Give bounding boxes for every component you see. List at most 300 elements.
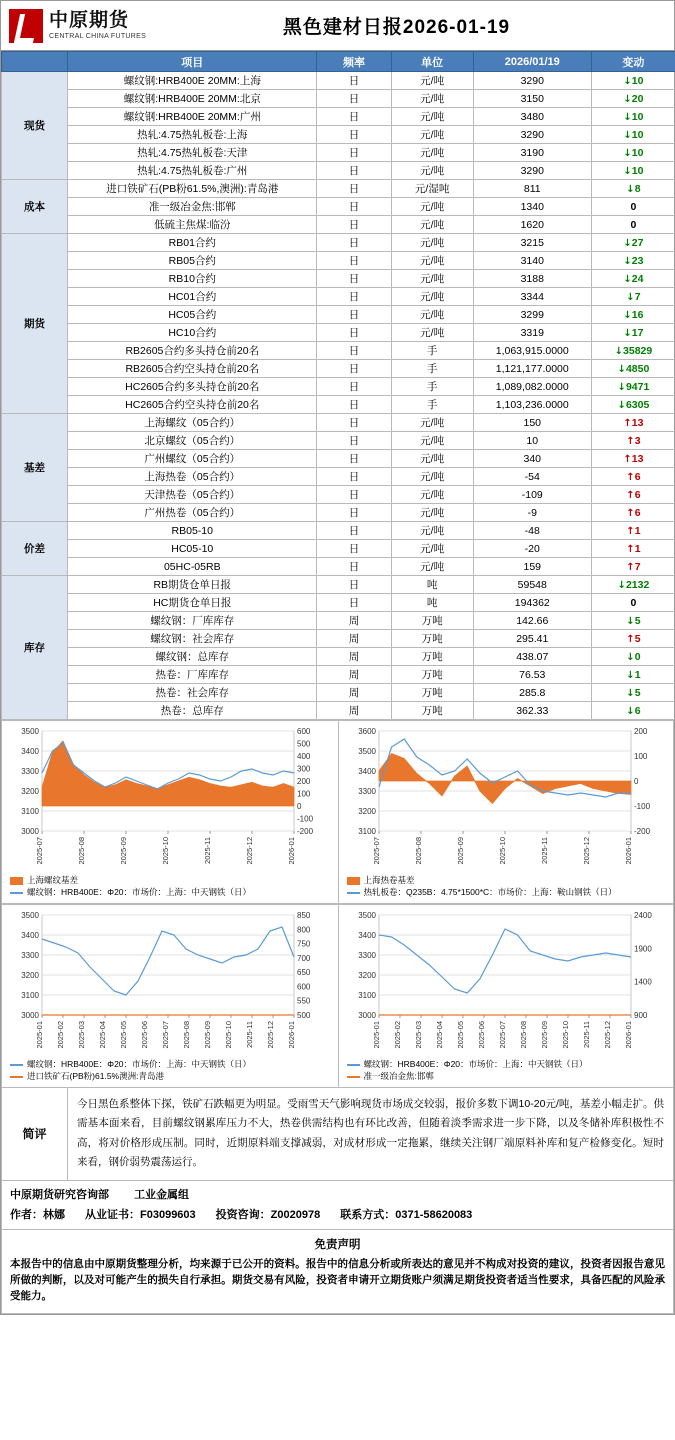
chart-legend-item	[10, 887, 336, 898]
row-change	[591, 576, 675, 594]
legend-swatch-icon	[10, 877, 23, 885]
change-value: 6305	[625, 398, 650, 411]
row-value: 295.41	[473, 630, 591, 648]
row-change	[591, 522, 675, 540]
svg-text:3400: 3400	[357, 767, 376, 776]
arrow-down-icon: ↓	[623, 255, 632, 267]
row-frequency: 周	[317, 630, 391, 648]
row-unit: 元/湿吨	[391, 180, 473, 198]
footer-certificate: 从业证书：F03099603	[85, 1208, 196, 1221]
svg-text:2025-07: 2025-07	[161, 1020, 170, 1049]
svg-text:2025-10: 2025-10	[224, 1020, 233, 1049]
row-frequency: 日	[317, 576, 391, 594]
row-category: 基差	[2, 414, 68, 522]
svg-text:3100: 3100	[357, 827, 376, 836]
table-row	[2, 180, 675, 198]
legend-swatch-icon	[10, 892, 23, 894]
row-item: 天津热卷（05合约）	[68, 486, 317, 504]
arrow-down-icon: ↓	[626, 705, 635, 717]
table-row	[2, 486, 675, 504]
row-unit: 元/吨	[391, 414, 473, 432]
legend-label: 螺纹钢：HRB400E：Φ20：市场价：上海：中天钢铁（日）	[363, 1058, 588, 1069]
row-change	[591, 702, 675, 720]
row-change	[591, 378, 675, 396]
table-row	[2, 288, 675, 306]
row-value: 59548	[473, 576, 591, 594]
svg-text:3400: 3400	[357, 930, 376, 940]
report-header	[1, 1, 674, 51]
chart-rebar-coke	[338, 904, 675, 1088]
comment-section	[1, 1088, 674, 1181]
legend-swatch-icon	[10, 1076, 23, 1078]
row-category: 现货	[2, 72, 68, 180]
change-value: 10	[631, 146, 644, 159]
row-value: 1,103,236.0000	[473, 396, 591, 414]
row-item: 热轧:4.75热轧板卷:天津	[68, 144, 317, 162]
table-row	[2, 450, 675, 468]
row-item: 上海热卷（05合约）	[68, 468, 317, 486]
svg-text:0: 0	[297, 802, 302, 811]
row-unit: 元/吨	[391, 468, 473, 486]
row-category: 期货	[2, 234, 68, 414]
arrow-up-icon: ↑	[626, 471, 635, 483]
change-value: 6	[634, 470, 641, 483]
comment-label: 简评	[2, 1088, 68, 1180]
row-unit: 吨	[391, 576, 473, 594]
svg-text:3300: 3300	[21, 767, 39, 776]
row-frequency: 周	[317, 684, 391, 702]
row-value: 1,089,082.0000	[473, 378, 591, 396]
footer-group: 工业金属组	[134, 1188, 190, 1201]
arrow-down-icon: ↓	[623, 309, 632, 321]
svg-text:2025-08: 2025-08	[413, 837, 423, 865]
change-value: 23	[631, 254, 644, 267]
charts-grid	[1, 720, 674, 1088]
change-value: 24	[631, 272, 644, 285]
change-value: 9471	[625, 380, 650, 393]
change-value: 8	[634, 182, 641, 195]
svg-text:1400: 1400	[633, 977, 652, 987]
footer-contact: 联系方式：0371-58620083	[340, 1208, 473, 1221]
svg-text:650: 650	[297, 968, 311, 978]
svg-text:2025-11: 2025-11	[245, 1020, 254, 1048]
arrow-down-icon: ↓	[617, 579, 626, 591]
svg-text:3200: 3200	[21, 787, 39, 796]
row-value: 10	[473, 432, 591, 450]
row-frequency: 周	[317, 648, 391, 666]
arrow-down-icon: ↓	[614, 345, 624, 357]
arrow-down-icon: ↓	[623, 75, 632, 87]
row-unit: 吨	[391, 594, 473, 612]
row-frequency: 日	[317, 162, 391, 180]
table-row	[2, 306, 675, 324]
footer-author: 作者：林娜	[10, 1208, 65, 1221]
svg-text:2025-01: 2025-01	[371, 1020, 381, 1049]
row-frequency: 日	[317, 468, 391, 486]
svg-text:3000: 3000	[21, 827, 39, 836]
row-change	[591, 630, 675, 648]
chart-hrc-basis	[338, 720, 675, 904]
row-unit: 元/吨	[391, 234, 473, 252]
row-frequency: 日	[317, 288, 391, 306]
row-unit: 元/吨	[391, 216, 473, 234]
svg-text:3300: 3300	[357, 787, 376, 796]
change-value: 7	[634, 560, 641, 573]
svg-text:1900: 1900	[633, 944, 652, 954]
change-value: 10	[631, 110, 644, 123]
row-unit: 万吨	[391, 630, 473, 648]
row-unit: 元/吨	[391, 270, 473, 288]
legend-swatch-icon	[10, 1064, 23, 1066]
svg-text:2025-05: 2025-05	[119, 1020, 128, 1049]
row-change	[591, 288, 675, 306]
table-row	[2, 126, 675, 144]
row-unit: 元/吨	[391, 522, 473, 540]
svg-text:700: 700	[297, 953, 311, 963]
chart-legend	[4, 1059, 336, 1083]
svg-text:3100: 3100	[21, 807, 39, 816]
row-unit: 手	[391, 396, 473, 414]
row-item: 北京螺纹（05合约）	[68, 432, 317, 450]
row-unit: 手	[391, 378, 473, 396]
row-frequency: 日	[317, 504, 391, 522]
row-value: 3290	[473, 126, 591, 144]
row-item: 热轧:4.75热轧板卷:上海	[68, 126, 317, 144]
table-row	[2, 612, 675, 630]
arrow-down-icon: ↓	[626, 651, 635, 663]
change-value: 1	[634, 542, 641, 555]
svg-text:600: 600	[297, 727, 311, 736]
row-frequency: 日	[317, 324, 391, 342]
change-value: 6	[634, 506, 641, 519]
row-value: 362.33	[473, 702, 591, 720]
row-change	[591, 612, 675, 630]
svg-text:100: 100	[633, 752, 647, 761]
row-item: HC2605合约空头持仓前20名	[68, 396, 317, 414]
change-value: 10	[631, 164, 644, 177]
change-value: 0	[634, 650, 641, 663]
table-row	[2, 558, 675, 576]
row-unit: 元/吨	[391, 198, 473, 216]
row-frequency: 日	[317, 594, 391, 612]
row-category: 成本	[2, 180, 68, 234]
row-item: 热卷：总库存	[68, 702, 317, 720]
table-row	[2, 108, 675, 126]
table-row	[2, 702, 675, 720]
chart-legend-item	[347, 887, 672, 898]
svg-text:3100: 3100	[357, 990, 376, 1000]
legend-label: 上海螺纹基差	[27, 875, 79, 885]
row-item: 螺纹钢:HRB400E 20MM:广州	[68, 108, 317, 126]
svg-text:2025-03: 2025-03	[77, 1020, 86, 1049]
table-row	[2, 270, 675, 288]
table-row	[2, 396, 675, 414]
chart-svg	[4, 907, 334, 1057]
legend-label: 螺纹钢：HRB400E：Φ20：市场价：上海：中天钢铁（日）	[27, 1058, 252, 1069]
row-value: 3344	[473, 288, 591, 306]
legend-label: 上海热卷基差	[363, 875, 415, 885]
svg-text:2025-07: 2025-07	[371, 837, 381, 865]
svg-text:800: 800	[297, 925, 311, 935]
svg-text:900: 900	[633, 1010, 647, 1020]
row-frequency: 周	[317, 702, 391, 720]
arrow-up-icon: ↑	[626, 543, 635, 555]
row-unit: 元/吨	[391, 144, 473, 162]
legend-label: 螺纹钢：HRB400E：Φ20：市场价：上海：中天钢铁（日）	[27, 887, 252, 898]
svg-text:2025-02: 2025-02	[392, 1020, 402, 1049]
row-item: 热轧:4.75热轧板卷:广州	[68, 162, 317, 180]
row-item: HC05-10	[68, 540, 317, 558]
row-frequency: 日	[317, 540, 391, 558]
arrow-up-icon: ↑	[626, 507, 635, 519]
row-item: HC01合约	[68, 288, 317, 306]
svg-text:3500: 3500	[357, 910, 376, 920]
arrow-down-icon: ↓	[626, 669, 635, 681]
arrow-down-icon: ↓	[626, 687, 635, 699]
svg-text:2025-03: 2025-03	[413, 1020, 423, 1049]
arrow-up-icon: ↑	[626, 489, 635, 501]
table-row	[2, 144, 675, 162]
row-item: HC期货仓单日报	[68, 594, 317, 612]
row-frequency: 日	[317, 198, 391, 216]
change-value: 10	[631, 128, 644, 141]
row-value: 194362	[473, 594, 591, 612]
row-change: 0	[591, 594, 675, 612]
svg-text:2025-06: 2025-06	[476, 1020, 486, 1049]
chart-legend-item	[10, 875, 336, 886]
svg-text:3500: 3500	[21, 910, 39, 920]
row-item: 热卷：厂库库存	[68, 666, 317, 684]
logo-english-name: CENTRAL CHINA FUTURES	[49, 32, 147, 40]
svg-text:200: 200	[297, 777, 311, 786]
arrow-down-icon: ↓	[617, 381, 626, 393]
row-unit: 元/吨	[391, 486, 473, 504]
chart-legend-item	[347, 1059, 672, 1070]
row-change	[591, 684, 675, 702]
table-row	[2, 198, 675, 216]
svg-text:500: 500	[297, 1010, 311, 1020]
change-value: 16	[631, 308, 644, 321]
arrow-down-icon: ↓	[617, 399, 626, 411]
row-item: 螺纹钢：厂库库存	[68, 612, 317, 630]
table-row	[2, 540, 675, 558]
arrow-down-icon: ↓	[623, 273, 632, 285]
table-row	[2, 162, 675, 180]
arrow-down-icon: ↓	[623, 129, 632, 141]
row-change	[591, 540, 675, 558]
comment-text: 今日黑色系整体下探，铁矿石跌幅更为明显。受雨雪天气影响现货市场成交较弱，报价多数下调10-20元/吨，基差小幅走扩。供需基本面来看，目前螺纹钢累库压力不大，热卷供需结构也有环比改善，但随着淡季需求进一步下降，以及冬储补库积极性不高，将对价格形成压制。同时，近期原料端支撑减弱，对成材形成一定拖累，继续关注钢厂端原料补库和复产检修变化。短时来看，钢价弱势震荡运行。	[77, 1097, 664, 1169]
legend-swatch-icon	[347, 877, 360, 885]
row-change	[591, 180, 675, 198]
row-item: RB05合约	[68, 252, 317, 270]
row-change	[591, 450, 675, 468]
row-frequency: 日	[317, 486, 391, 504]
chart-legend-item	[347, 875, 672, 886]
row-value: 159	[473, 558, 591, 576]
table-row	[2, 648, 675, 666]
svg-text:3600: 3600	[357, 727, 376, 736]
row-item: RB期货仓单日报	[68, 576, 317, 594]
chart-legend	[341, 875, 672, 899]
svg-text:550: 550	[297, 996, 311, 1006]
svg-text:2026-01: 2026-01	[623, 837, 633, 865]
change-value: 20	[631, 92, 644, 105]
svg-text:2025-04: 2025-04	[434, 1020, 444, 1049]
svg-text:2025-12: 2025-12	[602, 1020, 612, 1049]
table-header-row	[2, 52, 675, 72]
arrow-down-icon: ↓	[626, 615, 635, 627]
table-row	[2, 324, 675, 342]
row-value: 3215	[473, 234, 591, 252]
row-value: -20	[473, 540, 591, 558]
page-title: 黑色建材日报2026-01-19	[282, 17, 511, 38]
row-frequency: 日	[317, 414, 391, 432]
svg-text:-100: -100	[633, 802, 650, 811]
chart-svg	[4, 723, 334, 873]
change-value: 5	[634, 632, 641, 645]
arrow-up-icon: ↑	[626, 561, 635, 573]
row-frequency: 日	[317, 450, 391, 468]
row-value: -48	[473, 522, 591, 540]
row-item: HC2605合约多头持仓前20名	[68, 378, 317, 396]
row-value: 438.07	[473, 648, 591, 666]
row-frequency: 日	[317, 522, 391, 540]
row-value: 1340	[473, 198, 591, 216]
chart-rebar-basis	[1, 720, 338, 904]
row-item: 广州热卷（05合约）	[68, 504, 317, 522]
row-unit: 元/吨	[391, 252, 473, 270]
logo-mark-icon	[9, 9, 43, 43]
row-change	[591, 648, 675, 666]
svg-text:750: 750	[297, 939, 311, 949]
row-change	[591, 144, 675, 162]
row-frequency: 日	[317, 180, 391, 198]
row-value: 3480	[473, 108, 591, 126]
svg-text:850: 850	[297, 910, 311, 920]
arrow-down-icon: ↓	[623, 111, 632, 123]
row-change	[591, 486, 675, 504]
row-value: 150	[473, 414, 591, 432]
chart-legend-item	[347, 1071, 672, 1082]
row-value: 285.8	[473, 684, 591, 702]
row-frequency: 周	[317, 666, 391, 684]
row-item: 05HC-05RB	[68, 558, 317, 576]
arrow-down-icon: ↓	[623, 147, 632, 159]
row-change	[591, 108, 675, 126]
row-item: 低硫主焦煤:临汾	[68, 216, 317, 234]
chart-legend-item	[10, 1059, 336, 1070]
change-value: 3	[634, 434, 641, 447]
row-value: 3150	[473, 90, 591, 108]
svg-text:2025-10: 2025-10	[497, 837, 507, 865]
th-frequency: 频率	[317, 52, 391, 72]
svg-text:2026-01: 2026-01	[623, 1020, 633, 1049]
change-value: 17	[631, 326, 644, 339]
svg-text:2025-12: 2025-12	[245, 837, 254, 865]
table-row	[2, 684, 675, 702]
row-frequency: 日	[317, 216, 391, 234]
row-value: 76.53	[473, 666, 591, 684]
th-unit: 单位	[391, 52, 473, 72]
change-value: 5	[634, 686, 641, 699]
table-row	[2, 342, 675, 360]
row-value: -109	[473, 486, 591, 504]
legend-label: 热轧板卷：Q235B：4.75*1500*C：市场价：上海：鞍山钢铁（日）	[363, 887, 617, 898]
svg-text:200: 200	[633, 727, 647, 736]
market-data-table	[1, 51, 675, 720]
row-unit: 元/吨	[391, 90, 473, 108]
row-category: 价差	[2, 522, 68, 576]
row-item: RB10合约	[68, 270, 317, 288]
row-frequency: 日	[317, 144, 391, 162]
svg-text:3200: 3200	[21, 970, 39, 980]
row-item: 螺纹钢：总库存	[68, 648, 317, 666]
svg-text:2025-09: 2025-09	[539, 1020, 549, 1049]
th-change: 变动	[591, 52, 675, 72]
change-value: 10	[631, 74, 644, 87]
row-unit: 元/吨	[391, 306, 473, 324]
row-unit: 万吨	[391, 684, 473, 702]
row-item: 螺纹钢：社会库存	[68, 630, 317, 648]
chart-svg	[341, 907, 671, 1057]
change-value: 13	[631, 452, 644, 465]
row-unit: 元/吨	[391, 504, 473, 522]
table-row	[2, 414, 675, 432]
row-frequency: 日	[317, 342, 391, 360]
svg-text:3500: 3500	[357, 747, 376, 756]
svg-text:3100: 3100	[21, 990, 39, 1000]
row-change	[591, 558, 675, 576]
footer-department: 中原期货研究咨询部	[10, 1188, 109, 1201]
row-value: 1620	[473, 216, 591, 234]
arrow-down-icon: ↓	[626, 183, 635, 195]
row-item: 上海螺纹（05合约）	[68, 414, 317, 432]
svg-text:2025-04: 2025-04	[98, 1020, 107, 1049]
svg-text:3300: 3300	[357, 950, 376, 960]
row-item: RB05-10	[68, 522, 317, 540]
row-unit: 元/吨	[391, 540, 473, 558]
svg-text:2025-07: 2025-07	[497, 1020, 507, 1049]
svg-text:2025-09: 2025-09	[455, 837, 465, 865]
arrow-down-icon: ↓	[617, 363, 626, 375]
row-change: 0	[591, 198, 675, 216]
row-frequency: 日	[317, 252, 391, 270]
arrow-down-icon: ↓	[623, 165, 632, 177]
svg-text:3400: 3400	[21, 930, 39, 940]
row-value: 3190	[473, 144, 591, 162]
svg-text:400: 400	[297, 752, 311, 761]
row-value: -54	[473, 468, 591, 486]
change-value: 4850	[625, 362, 650, 375]
row-value: 811	[473, 180, 591, 198]
row-change	[591, 90, 675, 108]
disclaimer-title: 免责声明	[314, 1238, 361, 1251]
svg-text:2025-11: 2025-11	[539, 837, 549, 864]
row-unit: 元/吨	[391, 288, 473, 306]
row-change	[591, 234, 675, 252]
arrow-up-icon: ↑	[626, 435, 635, 447]
row-unit: 元/吨	[391, 558, 473, 576]
legend-swatch-icon	[347, 1076, 360, 1078]
change-value: 27	[631, 236, 644, 249]
arrow-down-icon: ↓	[623, 327, 632, 339]
legend-label: 准一级冶金焦:邯郸	[363, 1071, 434, 1082]
svg-text:3500: 3500	[21, 727, 39, 736]
svg-text:2025-08: 2025-08	[77, 837, 86, 865]
row-change	[591, 666, 675, 684]
svg-text:2025-10: 2025-10	[560, 1020, 570, 1049]
svg-text:2025-09: 2025-09	[119, 837, 128, 865]
